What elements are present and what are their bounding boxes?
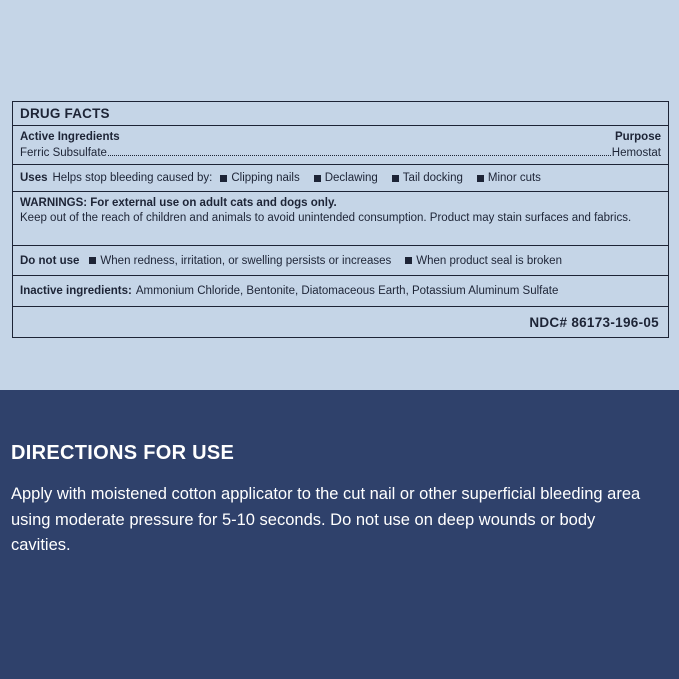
warnings-section <box>13 192 668 246</box>
do-not-use-label: Do not use <box>20 254 80 267</box>
bullet-square-icon <box>477 175 484 182</box>
directions-body: Apply with moistened cotton applicator to the cut nail or other superficial bleeding area using moderate pressure for 5-10 seconds. Do not use on deep wounds or body cavities. <box>11 485 641 554</box>
ingredient-name: Ferric Subsulfate <box>20 147 107 159</box>
dot-leader <box>108 155 611 156</box>
bullet-square-icon <box>392 175 399 182</box>
drug-facts-title: DRUG FACTS <box>13 102 668 126</box>
active-ingredients-section <box>13 126 668 165</box>
uses-item: Tail docking <box>402 172 463 184</box>
bullet-square-icon <box>89 257 96 264</box>
ndc-number: NDC# 86173-196-05 <box>529 314 659 330</box>
do-not-use-item: When product seal is broken <box>416 254 562 267</box>
active-ingredients-heading: Active Ingredients <box>20 131 120 143</box>
uses-item: Declawing <box>324 172 378 184</box>
warnings-heading: WARNINGS: For external use on adult cats and dogs only. <box>20 197 337 209</box>
uses-label: Uses <box>20 172 48 184</box>
purpose-heading: Purpose <box>614 131 661 143</box>
uses-text: Helps stop bleeding caused by: <box>52 172 213 184</box>
directions-title: DIRECTIONS FOR USE <box>11 442 235 464</box>
uses-item: Minor cuts <box>487 172 541 184</box>
inactive-ingredients-text: Ammonium Chloride, Bentonite, Diatomaceous Earth, Potassium Aluminum Sulfate <box>135 285 559 297</box>
bullet-square-icon <box>314 175 321 182</box>
drug-facts-box <box>12 101 669 338</box>
bullet-square-icon <box>220 175 227 182</box>
do-not-use-section <box>13 246 668 276</box>
uses-item: Clipping nails <box>231 172 300 184</box>
inactive-ingredients-section <box>13 276 668 307</box>
ingredient-purpose: Hemostat <box>611 147 661 159</box>
do-not-use-item: When redness, irritation, or swelling persists or increases <box>100 254 392 267</box>
warnings-text: Keep out of the reach of children and animals to avoid unintended consumption. Product may stain surfaces and fabrics. <box>20 212 632 224</box>
uses-section <box>13 165 668 192</box>
ndc-section <box>13 307 668 337</box>
directions-panel <box>0 390 679 679</box>
inactive-ingredients-label: Inactive ingredients: <box>20 285 132 297</box>
bullet-square-icon <box>405 257 412 264</box>
